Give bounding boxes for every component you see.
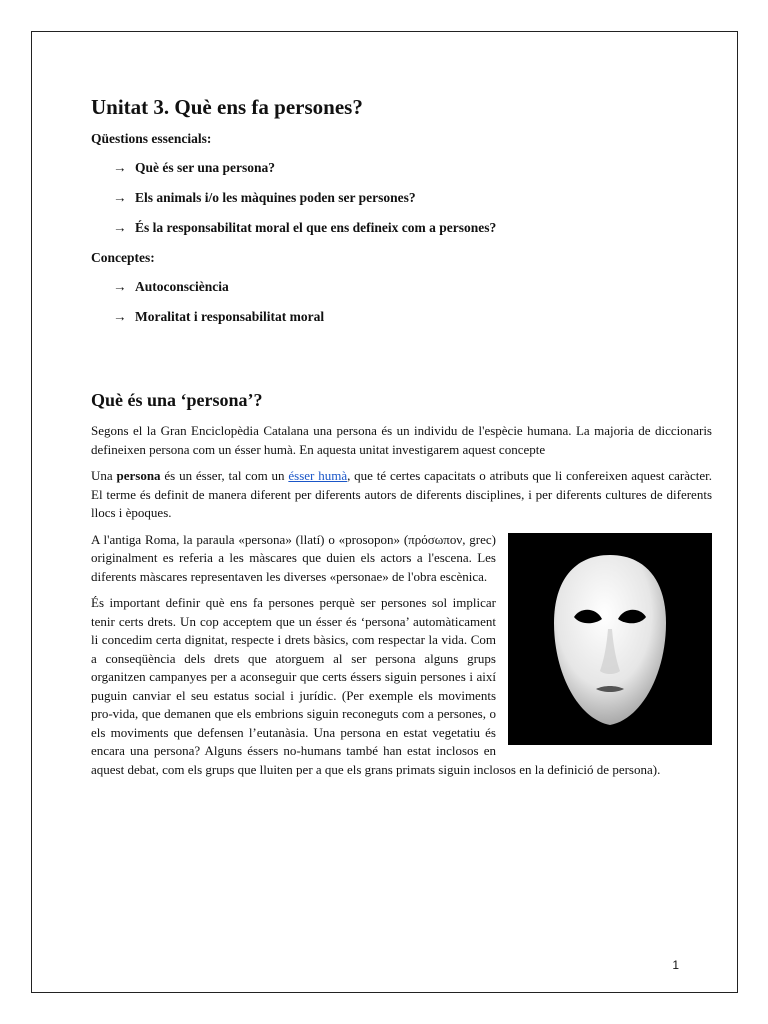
questions-list <box>91 159 712 237</box>
concept-item <box>113 278 712 296</box>
arrow-icon: → <box>113 160 127 175</box>
arrow-icon: → <box>113 220 127 235</box>
concepts-list <box>91 278 712 326</box>
question-text: Els animals i/o les màquines poden ser persones? <box>135 190 416 205</box>
page-number: 1 <box>672 958 679 972</box>
arrow-icon: → <box>113 279 127 294</box>
questions-label: Qüestions essencials: <box>91 131 212 146</box>
document-page <box>31 31 738 993</box>
arrow-icon: → <box>113 190 127 205</box>
unit-title: Unitat 3. Què ens fa persones? <box>91 95 363 119</box>
concept-text: Moralitat i responsabilitat moral <box>135 309 325 324</box>
concepts-label: Conceptes: <box>91 250 155 265</box>
section-title: Què és una ‘persona’? <box>91 390 263 410</box>
theatre-mask-icon <box>508 533 712 745</box>
arrow-icon: → <box>113 309 127 324</box>
question-item <box>113 219 712 237</box>
concept-text: Autoconsciència <box>135 279 229 294</box>
page-content <box>91 94 712 787</box>
question-item <box>113 189 712 207</box>
question-item <box>113 159 712 177</box>
paragraph-persona: Una persona és un ésser, tal com un ésser humà, que té certes capacitats o atributs que li confereixen aquest caràcter. El terme és definit de manera diferent per diferents autors de diferents disciplines, i per diferents cultures de diferents llocs i èpoques. <box>91 468 712 520</box>
paragraph-rights: És important definir què ens fa persones perquè ser persones sol implicar tenir certs drets. Un cop acceptem que un ésser és ‘persona’ automàticament li concedim certa dignitat, respecte i drets bàsics, com respectar la vida. Com a conseqüència dels drets que atorguem al ser persona alguns grups organitzen campanyes per a aconseguir que certs éssers siguin persones i així puguin canviar el seu estatus social i jurídic. (Per exemple els moviments pro-vida, que demanen que els embrions siguin reconeguts com a persones, o els moviments que defensen l’eutanàsia. Una persona en estat vegetatiu és encara una persona? Alguns éssers no-humans també han estat inclosos en aquest debat, com els grups que lluiten per a que els grans primats siguin inclosos en la definició de persona). <box>91 595 661 777</box>
paragraph-rome: A l'antiga Roma, la paraula «persona» (llatí) o «prosopon» (πρόσωπον, grec) originalment es referia a les màscares que duien els actors a l'escena. Les diferents màscares representaven les diverses «personae» de l'obra escènica. <box>91 531 496 584</box>
question-text: És la responsabilitat moral el que ens defineix com a persones? <box>135 220 497 235</box>
mask-image <box>508 533 712 745</box>
paragraph-definition: Segons el la Gran Enciclopèdia Catalana una persona és un individu de l'espècie humana. La majoria de diccionaris defineixen persona com un ésser humà. En aquesta unitat investigarem aquest concepte <box>91 423 712 457</box>
question-text: Què és ser una persona? <box>135 160 276 175</box>
link-esser-huma[interactable]: ésser humà <box>288 468 348 483</box>
bold-persona: persona <box>116 468 161 483</box>
concept-item <box>113 308 712 326</box>
